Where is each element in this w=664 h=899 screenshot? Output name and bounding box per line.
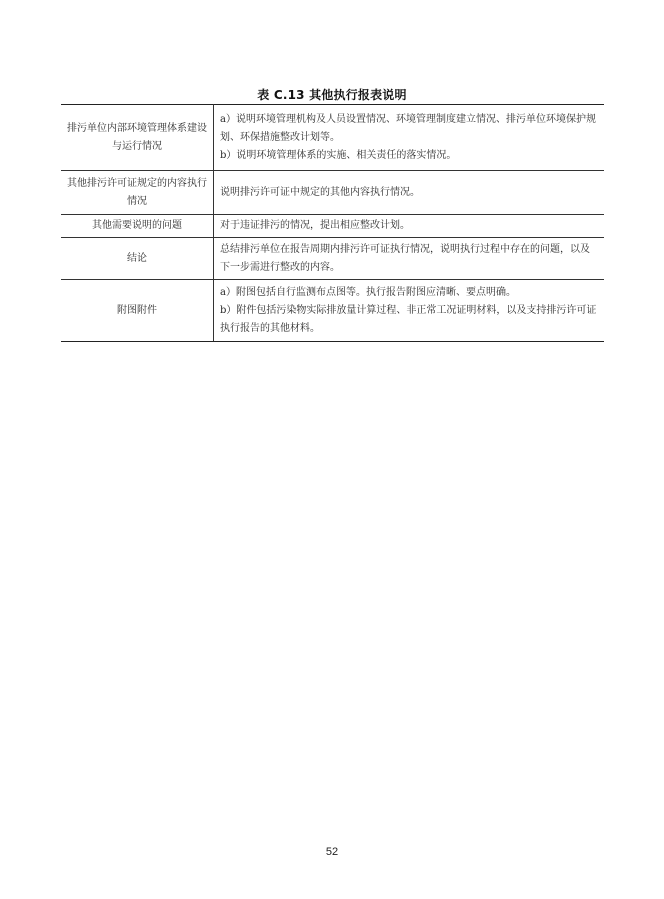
row-item-cell: 排污单位内部环境管理体系建设与运行情况 (61, 105, 214, 171)
table-row (61, 280, 604, 342)
desc-paragraph: 说明排污许可证中规定的其他内容执行情况。 (220, 186, 420, 198)
page-number: 52 (325, 846, 339, 858)
row-desc-cell (214, 171, 605, 215)
desc-paragraph: a）附图包括自行监测布点图等。执行报告附图应清晰、要点明确。 (220, 286, 516, 298)
desc-paragraph: a）说明环境管理机构及人员设置情况、环境管理制度建立情况、排污单位环境保护规划、环保措施整改计划等。 (220, 113, 596, 143)
row-desc-cell (214, 238, 605, 280)
table-title: 表 C.13 其他执行报表说明 (257, 88, 407, 102)
row-item-cell: 其他排污许可证规定的内容执行情况 (61, 171, 214, 215)
table-row (61, 105, 604, 171)
desc-paragraph: b）说明环境管理体系的实施、相关责任的落实情况。 (220, 149, 457, 161)
table-row (61, 238, 604, 280)
row-desc-cell (214, 105, 605, 171)
row-item-cell: 附图附件 (61, 280, 214, 342)
row-desc-cell (214, 280, 605, 342)
desc-paragraph: b）附件包括污染物实际排放量计算过程、非正常工况证明材料，以及支持排污许可证执行报告的其他材料。 (220, 304, 597, 334)
row-desc-cell (214, 215, 605, 238)
desc-paragraph: 总结排污单位在报告周期内排污许可证执行情况，说明执行过程中存在的问题，以及下一步需进行整改的内容。 (220, 243, 590, 273)
table-row (61, 171, 604, 215)
row-item-cell: 其他需要说明的问题 (61, 215, 214, 238)
report-description-table (61, 104, 604, 342)
table-row (61, 215, 604, 238)
desc-paragraph: 对于违证排污的情况，提出相应整改计划。 (220, 220, 410, 231)
row-item-cell: 结论 (61, 238, 214, 280)
